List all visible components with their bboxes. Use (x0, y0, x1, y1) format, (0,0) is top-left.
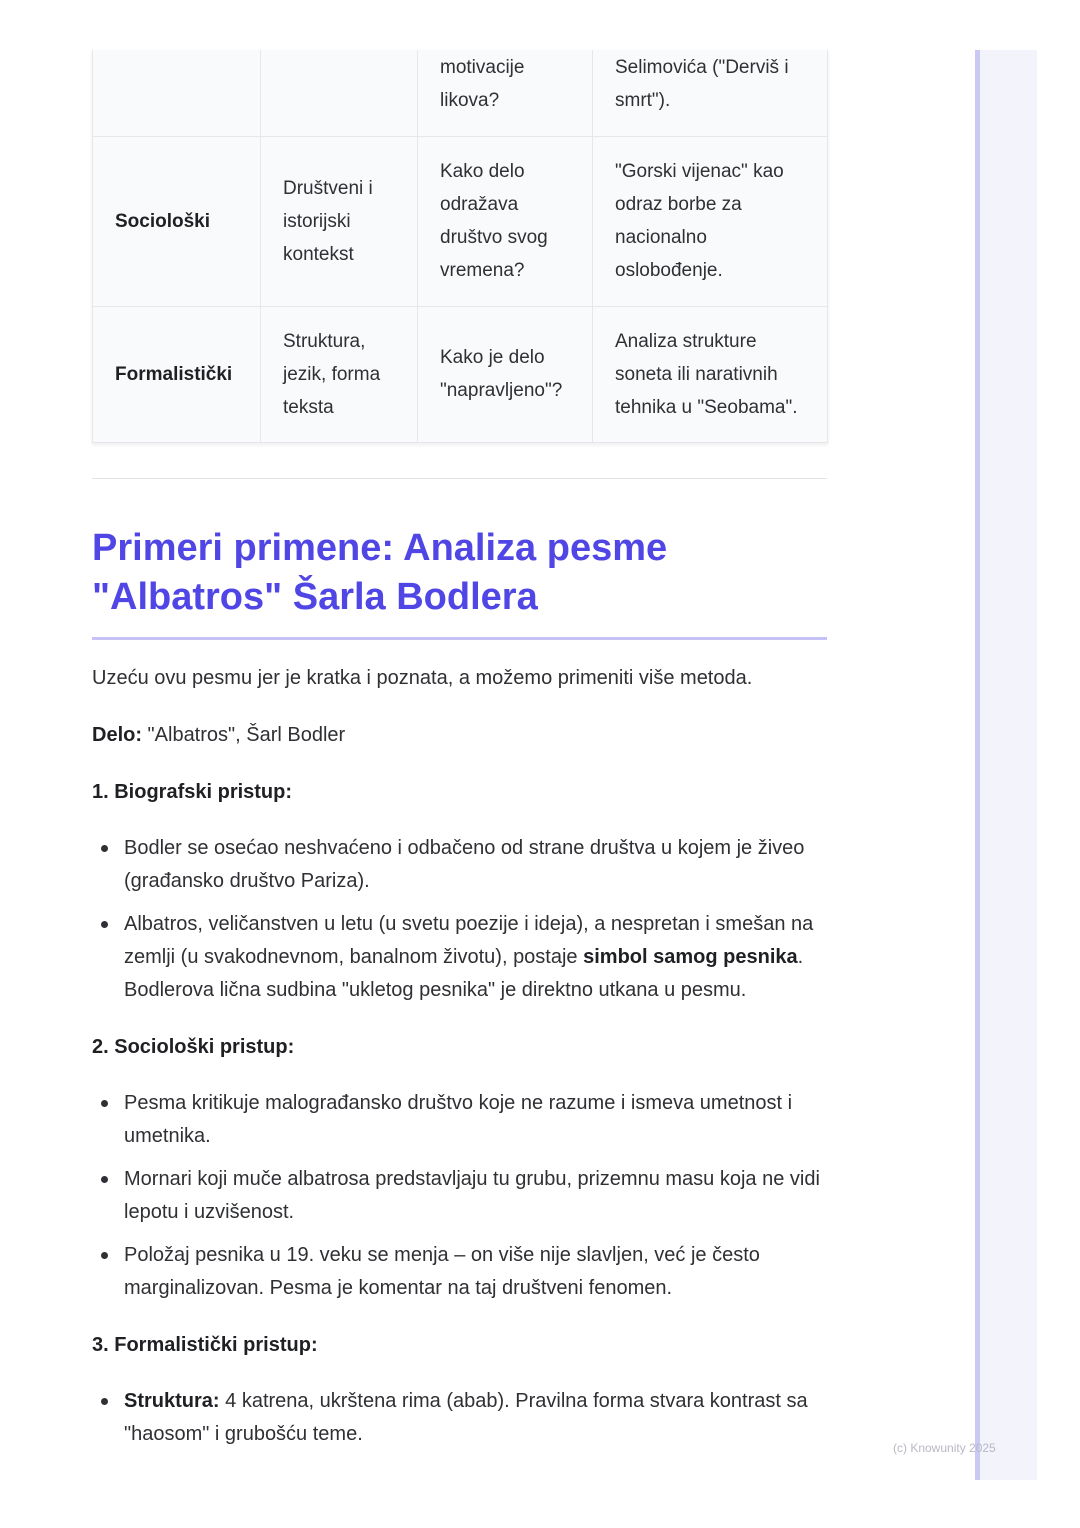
list-item (92, 1163, 827, 1229)
example-cell: Selimovića ("Derviš i smrt"). (593, 50, 828, 136)
method-cell: Sociološki (93, 136, 261, 306)
section-title-biographical: 1. Biografski pristup: (92, 780, 293, 803)
method-cell: Formalistički (93, 306, 261, 442)
question-cell: motivacije likova? (418, 50, 593, 136)
page-sidebar (975, 50, 1037, 1480)
list-item (92, 832, 827, 898)
bullet-list (92, 1087, 827, 1305)
item-text: Mornari koji muče albatrosa predstavljaju tu grubu, prizemnu masu koja ne vidi lepotu i uzvišenost. (124, 1167, 820, 1223)
list-item (92, 1239, 827, 1305)
method-cell (93, 50, 261, 136)
methods-table (92, 50, 828, 443)
work-line (92, 719, 827, 752)
question-cell: Kako je delo "napravljeno"? (418, 306, 593, 442)
work-value: "Albatros", Šarl Bodler (142, 723, 346, 746)
item-text: . Bodlerova lična sudbina "ukletog pesnika" je direktno utkana u pesmu. (124, 945, 804, 1001)
item-text: Albatros, veličanstven u letu (u svetu poezije i ideja), a nespretan i smešan na zemlji (u svakodnevnom, banalnom životu), postaje (124, 912, 814, 968)
bullet-icon (101, 1398, 108, 1405)
intro-paragraph: Uzeću ovu pesmu jer je kratka i poznata, a možemo primeniti više metoda. (92, 666, 753, 689)
focus-cell: Društveni i istorijski kontekst (261, 136, 418, 306)
bullet-icon (101, 1176, 108, 1183)
bullet-icon (101, 1100, 108, 1107)
section-title-formalist: 3. Formalistički pristup: (92, 1333, 318, 1356)
bullet-icon (101, 845, 108, 852)
bullet-icon (101, 1252, 108, 1259)
example-cell: "Gorski vijenac" kao odraz borbe za nacionalno oslobođenje. (593, 136, 828, 306)
table-row (93, 136, 828, 306)
list-item (92, 1385, 827, 1451)
document-content (92, 50, 827, 1461)
table-row (93, 50, 828, 136)
list-item (92, 908, 827, 1007)
list-item (92, 1087, 827, 1153)
item-emphasis: simbol samog pesnika (583, 945, 798, 968)
copyright-notice: (c) Knowunity 2025 (893, 1441, 996, 1455)
question-cell: Kako delo odražava društvo svog vremena? (418, 136, 593, 306)
table-row (93, 306, 828, 442)
item-text: 4 katrena, ukrštena rima (abab). Pravilna forma stvara kontrast sa "haosom" i grubošću teme. (124, 1389, 808, 1445)
section-divider (92, 478, 827, 479)
bullet-list (92, 1385, 827, 1451)
bullet-list (92, 832, 827, 1007)
focus-cell (261, 50, 418, 136)
section-heading: Primeri primene: Analiza pesme "Albatros" Šarla Bodlera (92, 526, 668, 618)
item-text: Položaj pesnika u 19. veku se menja – on više nije slavljen, već je često marginalizovan. Pesma je komentar na taj društveni fenomen. (124, 1243, 760, 1299)
heading-underline (92, 637, 827, 640)
focus-cell: Struktura, jezik, forma teksta (261, 306, 418, 442)
section-title-sociological: 2. Sociološki pristup: (92, 1035, 295, 1058)
bullet-icon (101, 921, 108, 928)
item-emphasis: Struktura: (124, 1389, 220, 1412)
work-label: Delo: (92, 723, 142, 746)
item-text: Pesma kritikuje malograđansko društvo koje ne razume i ismeva umetnost i umetnika. (124, 1091, 793, 1147)
example-cell: Analiza strukture soneta ili narativnih tehnika u "Seobama". (593, 306, 828, 442)
item-text: Bodler se osećao neshvaćeno i odbačeno od strane društva u kojem je živeo (građansko društvo Pariza). (124, 836, 805, 892)
